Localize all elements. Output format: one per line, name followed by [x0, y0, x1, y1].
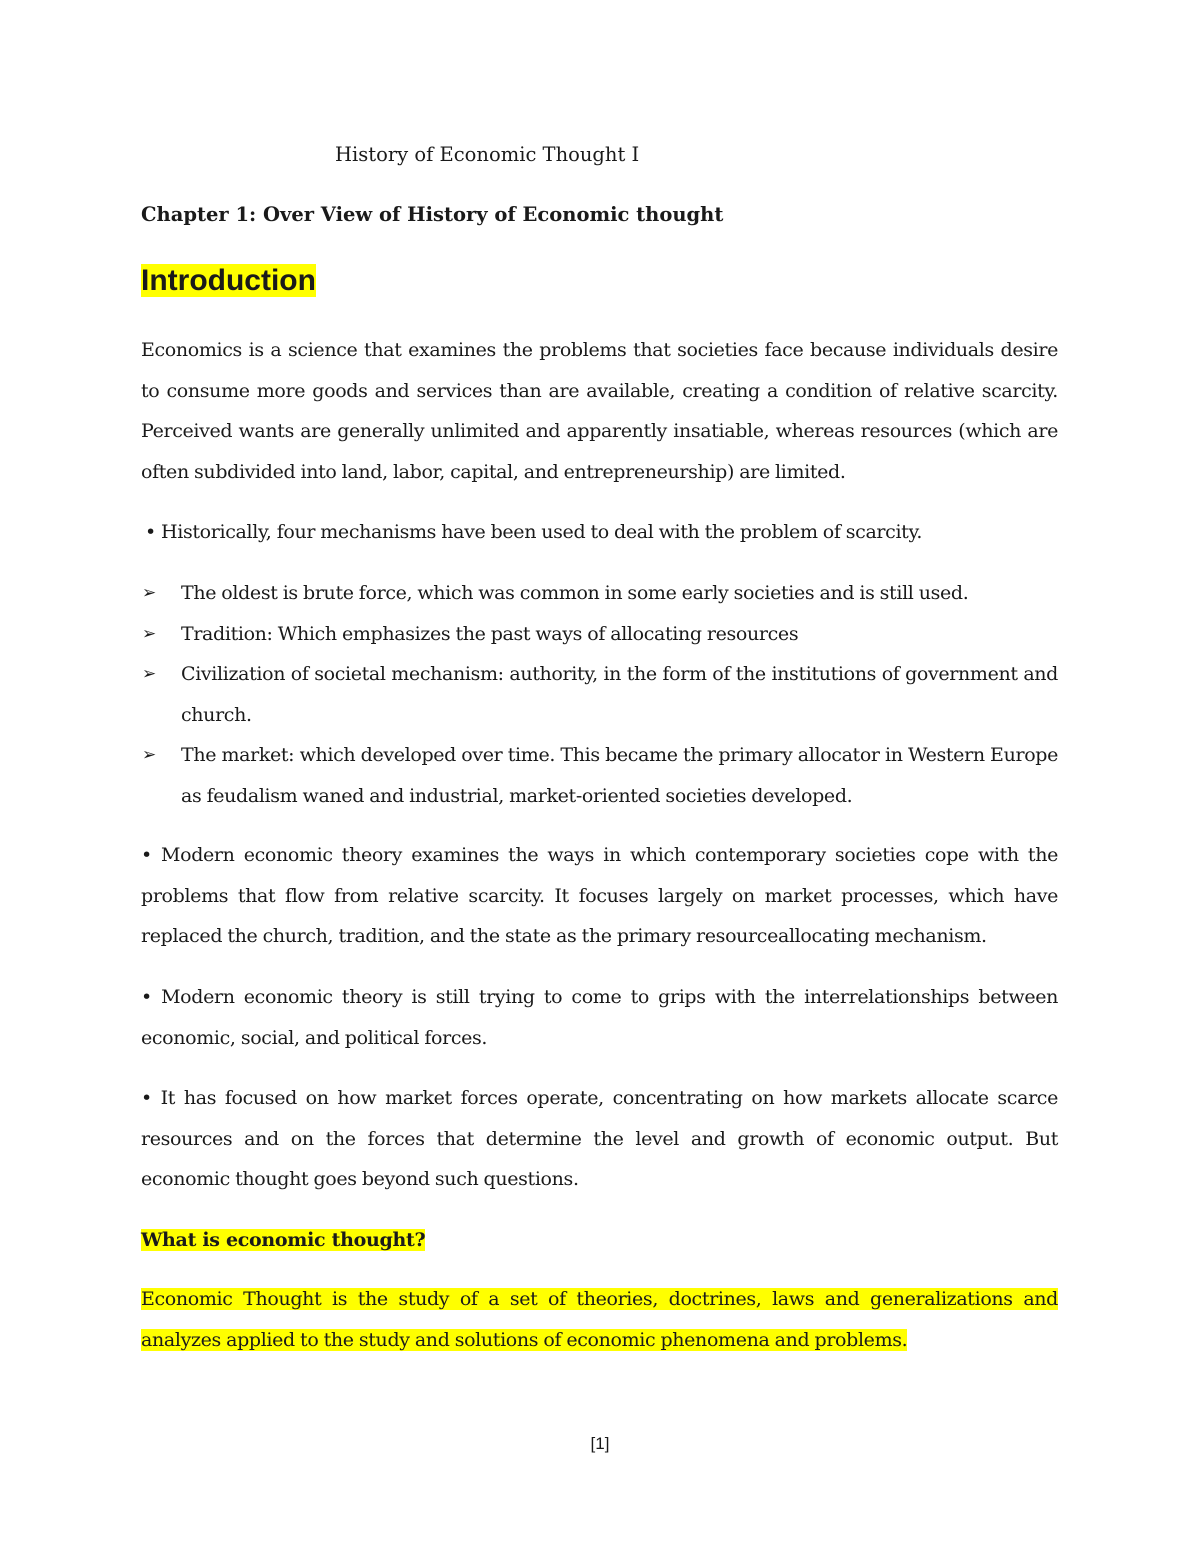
- mechanisms-list: [141, 573, 1058, 816]
- modern-theory-paragraph-1: • Modern economic theory examines the ways in which contemporary societies cope with the problems that flow from relative scarcity. It focuses largely on market processes, which have replaced the church, tradition, and the state as the primary resourceallocating mechanism.: [141, 844, 1058, 947]
- arrow-bullet-icon: ➢: [142, 623, 156, 644]
- question-heading: [141, 1220, 425, 1261]
- arrow-bullet-icon: ➢: [142, 745, 156, 765]
- page-number: [1]: [590, 1434, 610, 1453]
- definition-highlight: Economic Thought is the study of a set of theories, doctrines, laws and generalizations and analyzes applied to the study and solutions of economic phenomena and problems.: [141, 1288, 1058, 1351]
- mechanisms-bullet: • Historically, four mechanisms have been used to deal with the problem of scarcity.: [145, 521, 923, 543]
- mechanism-text: The oldest is brute force, which was common in some early societies and is still used.: [181, 582, 969, 604]
- section-heading-introduction: [141, 262, 316, 300]
- list-item: [141, 735, 1058, 816]
- chapter-heading: Chapter 1: Over View of History of Economic thought: [141, 203, 724, 226]
- mechanism-text: The market: which developed over time. This became the primary allocator in Western Europe as feudalism waned and industrial, market-oriented societies developed.: [181, 744, 1058, 807]
- definition-paragraph: [141, 1279, 1058, 1360]
- arrow-bullet-icon: ➢: [142, 583, 156, 603]
- list-item: [141, 573, 1058, 614]
- modern-theory-paragraph-2: • Modern economic theory is still trying to come to grips with the interrelationships between economic, social, and political forces.: [141, 986, 1058, 1049]
- document-title: History of Economic Thought I: [335, 143, 640, 166]
- mechanism-text: Civilization of societal mechanism: authority, in the form of the institutions of government and church.: [181, 663, 1058, 726]
- list-item: [141, 614, 1058, 655]
- mechanism-text: Tradition: Which emphasizes the past ways of allocating resources: [181, 622, 799, 645]
- list-item: [141, 654, 1058, 735]
- arrow-bullet-icon: ➢: [142, 664, 156, 684]
- intro-paragraph: Economics is a science that examines the problems that societies face because individuals desire to consume more goods and services than are available, creating a condition of relative scarcity. Perceived wants are generally unlimited and apparently insatiable, whereas resources (which are often subdivided into land, labor, capital, and entrepreneurship) are limited.: [141, 339, 1058, 483]
- market-forces-paragraph: • It has focused on how market forces operate, concentrating on how markets allocate scarce resources and on the forces that determine the level and growth of economic output. But economic thought goes beyond such questions.: [141, 1087, 1058, 1190]
- introduction-highlight: Introduction: [141, 264, 316, 297]
- question-highlight: What is economic thought?: [141, 1229, 426, 1251]
